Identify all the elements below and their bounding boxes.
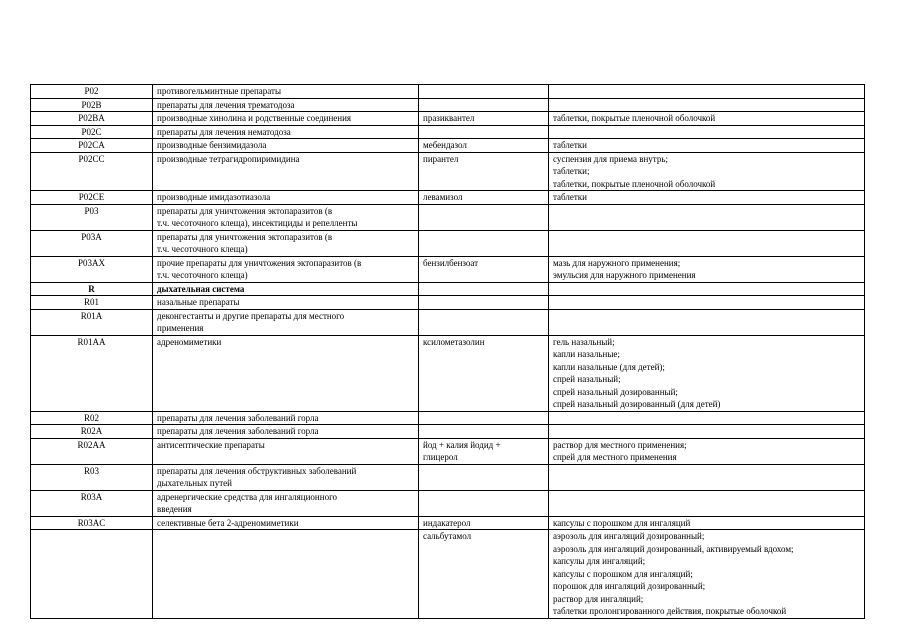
dosage-form-cell-line: гель назальный; [553, 336, 615, 347]
drug-name-cell-line: глицерол [423, 452, 458, 462]
dosage-form-cell [549, 256, 865, 282]
drug-name-cell-line: левамизол [423, 192, 463, 202]
drug-name-cell [419, 139, 549, 153]
table-row [31, 112, 865, 126]
drug-name-cell-line: йод + калия йодид + [423, 439, 501, 450]
dosage-form-cell-line: порошок для ингаляций дозированный; [553, 581, 706, 591]
atc-group-cell-line: селективные бета 2-адреномиметики [157, 517, 299, 528]
atc-group-cell-line: препараты для уничтожения эктопаразитов (в [157, 231, 333, 242]
dosage-form-cell [549, 125, 865, 139]
atc-group-cell [153, 85, 419, 99]
atc-group-cell [153, 139, 419, 153]
dosage-form-cell [549, 464, 865, 490]
drug-name-cell [419, 125, 549, 139]
table-body [31, 85, 865, 619]
drug-name-cell [419, 230, 549, 256]
dosage-form-cell [549, 230, 865, 256]
drug-name-cell [419, 490, 549, 516]
atc-group-cell [153, 411, 419, 425]
atc-group-cell-line: препараты для лечения трематодоза [157, 99, 295, 110]
atc-code-cell: P02B [31, 98, 153, 112]
table-row [31, 139, 865, 153]
dosage-form-cell [549, 85, 865, 99]
atc-group-cell [153, 112, 419, 126]
table-row [31, 335, 865, 411]
dosage-form-cell-line: таблетки [553, 140, 588, 150]
atc-group-cell-line: применения [157, 323, 204, 333]
atc-group-cell-line: дыхательных путей [157, 478, 232, 488]
dosage-form-cell-line: капли назальные; [553, 349, 620, 359]
drug-name-cell-line: ксилометазолин [423, 336, 485, 347]
atc-code-cell: P02C [31, 125, 153, 139]
atc-group-cell [153, 309, 419, 335]
drug-name-cell-line: пирантел [423, 153, 459, 164]
atc-group-cell [153, 282, 419, 296]
table-row [31, 425, 865, 439]
dosage-form-cell [549, 438, 865, 464]
atc-code-cell: R [31, 282, 153, 296]
table-row [31, 230, 865, 256]
drug-name-cell [419, 411, 549, 425]
table-row [31, 438, 865, 464]
atc-group-cell-line: т.ч. чесоточного клеща) [157, 270, 248, 280]
atc-group-cell-line: препараты для лечения заболеваний горла [157, 412, 319, 423]
drug-name-cell [419, 464, 549, 490]
atc-code-cell: P03 [31, 204, 153, 230]
dosage-form-cell [549, 309, 865, 335]
dosage-form-cell [549, 98, 865, 112]
drug-name-cell [419, 296, 549, 310]
dosage-form-cell [549, 425, 865, 439]
drug-name-cell-line: индакатерол [423, 517, 471, 528]
dosage-form-cell-line: таблетки [553, 192, 588, 202]
atc-code-cell: R01A [31, 309, 153, 335]
dosage-form-cell [549, 152, 865, 191]
table-row [31, 256, 865, 282]
atc-group-cell [153, 464, 419, 490]
atc-code-cell: P02 [31, 85, 153, 99]
atc-group-cell-line: производные тетрагидропиримидина [157, 153, 300, 164]
dosage-form-cell-line: аэрозоль для ингаляций дозированный; [553, 531, 705, 541]
atc-group-cell [153, 204, 419, 230]
drug-name-cell [419, 152, 549, 191]
dosage-form-cell-line: аэрозоль для ингаляций дозированный, активируемый вдохом; [553, 543, 794, 554]
atc-group-cell-line: назальные препараты [157, 297, 240, 307]
dosage-form-cell-line: спрей для местного применения [553, 452, 677, 462]
atc-group-cell [153, 516, 419, 530]
atc-group-cell [153, 230, 419, 256]
table-row [31, 296, 865, 310]
dosage-form-cell-line: таблетки; [553, 166, 590, 176]
dosage-form-cell-line: капсулы с порошком для ингаляций; [553, 568, 693, 579]
table-row [31, 152, 865, 191]
atc-group-cell [153, 191, 419, 205]
dosage-form-cell-line: спрей назальный дозированный; [553, 386, 678, 397]
atc-group-cell [153, 425, 419, 439]
drug-name-cell [419, 98, 549, 112]
drug-name-cell [419, 256, 549, 282]
table-row [31, 411, 865, 425]
atc-code-cell: P03A [31, 230, 153, 256]
atc-code-cell: P02CE [31, 191, 153, 205]
table-row [31, 464, 865, 490]
atc-group-cell-line: производные имидазотиазола [157, 192, 271, 202]
atc-group-cell [153, 490, 419, 516]
atc-group-cell [153, 296, 419, 310]
table-row [31, 204, 865, 230]
dosage-form-cell [549, 411, 865, 425]
drug-name-cell [419, 191, 549, 205]
dosage-form-cell [549, 139, 865, 153]
table-row [31, 191, 865, 205]
dosage-form-cell-line: раствор для местного применения; [553, 439, 687, 450]
atc-group-cell [153, 125, 419, 139]
dosage-form-cell-line: таблетки, покрытые пленочной оболочкой [553, 178, 716, 189]
atc-group-cell-line: производные хинолина и родственные соединения [157, 113, 352, 123]
atc-code-cell: R01 [31, 296, 153, 310]
drug-name-cell [419, 112, 549, 126]
atc-group-cell-line: препараты для лечения обструктивных заболеваний [157, 465, 357, 476]
drug-name-cell [419, 85, 549, 99]
dosage-form-cell-line: таблетки, покрытые пленочной оболочкой [553, 113, 716, 123]
atc-code-cell: R02AA [31, 438, 153, 464]
drug-name-cell [419, 516, 549, 530]
atc-group-cell-line: производные бензимидазола [157, 140, 267, 150]
dosage-form-cell-line: капсулы для ингаляций; [553, 556, 646, 566]
drug-name-cell [419, 438, 549, 464]
dosage-form-cell [549, 204, 865, 230]
table-row [31, 85, 865, 99]
atc-group-cell [153, 335, 419, 411]
atc-group-cell-line: введения [157, 504, 192, 514]
atc-group-cell-line: прочие препараты для уничтожения эктопаразитов (в [157, 257, 362, 268]
atc-group-cell [153, 438, 419, 464]
atc-group-cell-line: адреномиметики [157, 336, 222, 347]
atc-group-cell [153, 530, 419, 619]
table-row [31, 516, 865, 530]
atc-code-cell: R03A [31, 490, 153, 516]
table-row [31, 490, 865, 516]
atc-group-cell-line: препараты для уничтожения эктопаразитов (в [157, 205, 333, 216]
drug-name-cell [419, 335, 549, 411]
atc-code-cell: P02BA [31, 112, 153, 126]
atc-code-cell: R03AC [31, 516, 153, 530]
dosage-form-cell-line: спрей назальный дозированный (для детей) [553, 399, 721, 409]
drug-name-cell-line: празиквантел [423, 113, 475, 123]
dosage-form-cell [549, 112, 865, 126]
table-row [31, 309, 865, 335]
drug-name-cell-line: бензилбензоат [423, 257, 479, 268]
atc-group-cell-line: деконгестанты и другие препараты для местного [157, 310, 345, 321]
dosage-form-cell-line: спрей назальный; [553, 374, 621, 384]
atc-code-cell: R02A [31, 425, 153, 439]
atc-code-cell: P02CC [31, 152, 153, 191]
atc-code-cell: P02CA [31, 139, 153, 153]
dosage-form-cell-line: эмульсия для наружного применения [553, 270, 696, 280]
dosage-form-cell-line: капсулы с порошком для ингаляций [553, 517, 691, 528]
atc-group-cell-line: антисептические препараты [157, 439, 265, 450]
dosage-form-cell [549, 282, 865, 296]
dosage-form-cell [549, 296, 865, 310]
dosage-form-cell [549, 191, 865, 205]
dosage-form-cell-line: таблетки пролонгированного действия, покрытые оболочкой [553, 606, 787, 616]
drug-name-cell [419, 282, 549, 296]
atc-group-cell-line: т.ч. чесоточного клеща), инсектициды и репелленты [157, 218, 358, 228]
atc-code-cell: R03 [31, 464, 153, 490]
table-row [31, 282, 865, 296]
atc-code-cell [31, 530, 153, 619]
atc-drug-table [30, 84, 865, 619]
atc-group-cell-line: т.ч. чесоточного клеща) [157, 244, 248, 254]
drug-name-cell-line: сальбутамол [423, 531, 472, 541]
drug-name-cell [419, 204, 549, 230]
atc-code-cell: P03AX [31, 256, 153, 282]
drug-name-cell [419, 425, 549, 439]
dosage-form-cell-line: раствор для ингаляций; [553, 593, 644, 604]
table-row [31, 125, 865, 139]
dosage-form-cell [549, 490, 865, 516]
atc-group-cell [153, 98, 419, 112]
atc-group-cell-line: дыхательная система [157, 283, 245, 294]
dosage-form-cell-line: суспензия для приема внутрь; [553, 153, 668, 164]
dosage-form-cell-line: капли назальные (для детей); [553, 361, 665, 372]
atc-code-cell: R02 [31, 411, 153, 425]
atc-code-cell: R01AA [31, 335, 153, 411]
table-row [31, 530, 865, 619]
atc-group-cell [153, 256, 419, 282]
drug-name-cell [419, 309, 549, 335]
table-row [31, 98, 865, 112]
dosage-form-cell-line: мазь для наружного применения; [553, 257, 681, 268]
atc-group-cell-line: препараты для лечения заболеваний горла [157, 426, 319, 436]
atc-group-cell-line: противогельминтные препараты [157, 86, 282, 96]
drug-name-cell-line: мебендазол [423, 140, 467, 150]
dosage-form-cell [549, 335, 865, 411]
drug-name-cell [419, 530, 549, 619]
atc-group-cell [153, 152, 419, 191]
dosage-form-cell [549, 530, 865, 619]
dosage-form-cell [549, 516, 865, 530]
atc-group-cell-line: адренергические средства для ингаляционного [157, 491, 338, 502]
atc-group-cell-line: препараты для лечения нематодоза [157, 126, 291, 137]
